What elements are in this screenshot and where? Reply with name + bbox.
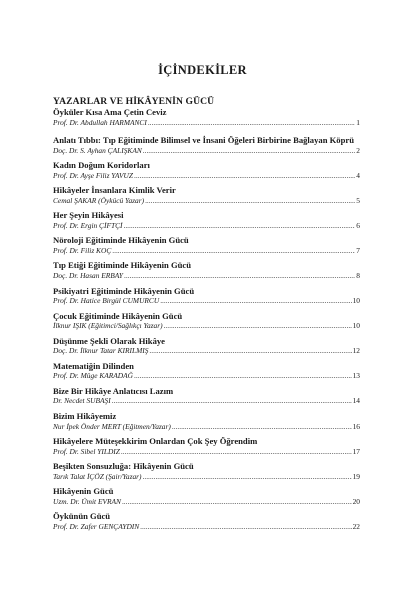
toc-entry-author: Prof. Dr. Sibel YILDIZ <box>53 446 120 456</box>
dot-leader <box>160 296 351 306</box>
toc-entry-line <box>53 118 360 128</box>
toc-entry-title: Çocuk Eğitiminde Hikâyenin Gücü <box>53 310 183 321</box>
dot-leader <box>143 472 352 482</box>
toc-entry-title: Öyküler Kısa Ama Çetin Ceviz <box>53 107 167 117</box>
toc-entry-title: Düşünme Şekli Olarak Hikâye <box>53 335 165 346</box>
toc-entry-author: Nur İpek Önder MERT (Eğitmen/Yazar) <box>53 421 171 431</box>
toc-entry-title: Nöroloji Eğitiminde Hikâyenin Gücü <box>53 235 189 246</box>
toc-entry-title: Kadın Doğum Koridorları <box>53 160 150 171</box>
toc-entry-title: Matematiğin Dilinden <box>53 360 134 371</box>
toc-entry-page-number: 13 <box>352 371 360 381</box>
toc-entry-line <box>53 497 360 507</box>
toc-entry-author: Uzm. Dr. Ümit EVRAN <box>53 496 121 506</box>
toc-entry-author: Dr. Necdet SUBAŞI <box>53 396 111 406</box>
dot-leader <box>121 447 352 457</box>
toc-entry-author: Prof. Dr. Hatice Birgül CUMURCU <box>53 296 160 306</box>
toc-entry-line <box>53 472 360 482</box>
toc-entry-page-number: 2 <box>356 145 360 155</box>
section-heading: YAZARLAR VE HİKÂYENİN GÜCÜ <box>53 96 215 107</box>
toc-entry <box>53 336 360 361</box>
dot-leader <box>149 346 351 356</box>
toc-entry-page-number: 19 <box>352 471 360 481</box>
toc-entry <box>53 235 360 260</box>
toc-entry-author: Prof. Dr. Filiz KOÇ <box>53 245 112 255</box>
toc-entry-line <box>53 321 360 331</box>
toc-entry-title: Hikâyelere Müteşekkirim Onlardan Çok Şey Öğrendim <box>53 436 258 447</box>
dot-leader <box>124 271 355 281</box>
toc-entry-line <box>53 447 360 457</box>
toc-entry-page-number: 22 <box>352 521 360 531</box>
toc-entry-page-number: 17 <box>352 446 360 456</box>
toc-entry-author: Doç. Dr. İlknur Tatar KIRILMIŞ <box>53 346 149 356</box>
toc-entry-line <box>53 196 360 206</box>
dot-leader <box>145 196 355 206</box>
dot-leader <box>123 221 355 231</box>
toc-entry-line <box>53 371 360 381</box>
toc-entry-author: Prof. Dr. Abdullah HARMANCI <box>53 117 147 127</box>
toc-entry-page-number: 10 <box>352 296 360 306</box>
toc-entry-line <box>53 346 360 356</box>
toc-entry <box>53 107 360 135</box>
toc-entry <box>53 436 360 461</box>
toc-entry-line <box>53 422 360 432</box>
toc-entry-line <box>53 396 360 406</box>
toc-entry-page-number: 1 <box>356 117 360 127</box>
toc-entry-page-number: 6 <box>356 220 360 230</box>
toc-entry-author: Doç. Dr. Hasan ERBAY <box>53 270 124 280</box>
toc-entry-author: İlknur IŞIK (Eğitimci/Sağlıkçı Yazar) <box>53 321 163 331</box>
toc-entry-author: Prof. Dr. Müge KARADAĞ <box>53 371 133 381</box>
toc-entry-title: Hikâyenin Gücü <box>53 486 114 497</box>
toc-entry <box>53 286 360 311</box>
toc-entry-page-number: 4 <box>356 170 360 180</box>
page-title: İÇİNDEKİLER <box>158 63 247 77</box>
toc-entry <box>53 135 360 160</box>
toc-entry-page-number: 12 <box>352 346 360 356</box>
dot-leader <box>134 371 352 381</box>
toc-entry-title: Tıp Etiği Eğitiminde Hikâyenin Gücü <box>53 260 192 271</box>
toc-entry-author: Prof. Dr. Zafer GENÇAYDIN <box>53 521 140 531</box>
toc-entry <box>53 260 360 285</box>
toc-list <box>53 107 360 537</box>
toc-entry-page-number: 8 <box>356 270 360 280</box>
toc-entry-title: Anlatı Tıbbı: Tıp Eğitiminde Bilimsel ve İnsani Öğeleri Birbirine Bağlayan Köprü <box>53 135 354 145</box>
toc-entry-author: Cemal ŞAKAR (Öykücü Yazar) <box>53 195 145 205</box>
dot-leader <box>112 246 355 256</box>
toc-entry-line <box>53 221 360 231</box>
toc-entry-author: Tarık Talat İÇÖZ (Şair/Yazar) <box>53 471 142 481</box>
toc-entry-line <box>53 146 360 156</box>
toc-entry <box>53 361 360 386</box>
toc-entry-author: Doç. Dr. S. Ayhan ÇALIŞKAN <box>53 145 142 155</box>
toc-entry-author: Prof. Dr. Ergin ÇİFTÇİ <box>53 220 123 230</box>
toc-entry-title: Beşikten Sonsuzluğa: Hikâyenin Gücü <box>53 461 194 472</box>
toc-entry <box>53 461 360 486</box>
toc-entry <box>53 185 360 210</box>
toc-entry-page-number: 14 <box>352 396 360 406</box>
dot-leader <box>143 146 356 156</box>
dot-leader <box>122 497 352 507</box>
toc-entry <box>53 411 360 436</box>
toc-entry-title: Hikâyeler İnsanlara Kimlik Verir <box>53 185 176 196</box>
toc-entry <box>53 210 360 235</box>
toc-entry-title: Her Şeyin Hikâyesi <box>53 210 124 221</box>
toc-entry <box>53 486 360 511</box>
toc-entry-line <box>53 271 360 281</box>
toc-entry-page-number: 20 <box>352 496 360 506</box>
toc-entry-line <box>53 246 360 256</box>
toc-entry-line <box>53 522 360 532</box>
toc-entry-page-number: 7 <box>356 245 360 255</box>
toc-entry-page-number: 5 <box>356 195 360 205</box>
dot-leader <box>140 522 351 532</box>
toc-entry-title: Bize Bir Hikâye Anlatıcısı Lazım <box>53 385 174 396</box>
toc-entry-page-number: 10 <box>352 321 360 331</box>
toc-entry <box>53 511 360 536</box>
dot-leader <box>164 321 352 331</box>
toc-entry-line <box>53 296 360 306</box>
toc-entry-title: Öykünün Gücü <box>53 511 111 522</box>
dot-leader <box>148 118 355 128</box>
toc-entry-page-number: 16 <box>352 421 360 431</box>
dot-leader <box>112 396 352 406</box>
toc-entry-line <box>53 171 360 181</box>
toc-entry-title: Psikiyatri Eğitiminde Hikâyenin Gücü <box>53 285 195 296</box>
dot-leader <box>172 422 352 432</box>
toc-entry-title: Bizim Hikâyemiz <box>53 411 117 422</box>
toc-entry <box>53 160 360 185</box>
toc-entry <box>53 311 360 336</box>
toc-entry <box>53 386 360 411</box>
dot-leader <box>134 171 355 181</box>
toc-entry-author: Prof. Dr. Ayşe Filiz YAVUZ <box>53 170 134 180</box>
